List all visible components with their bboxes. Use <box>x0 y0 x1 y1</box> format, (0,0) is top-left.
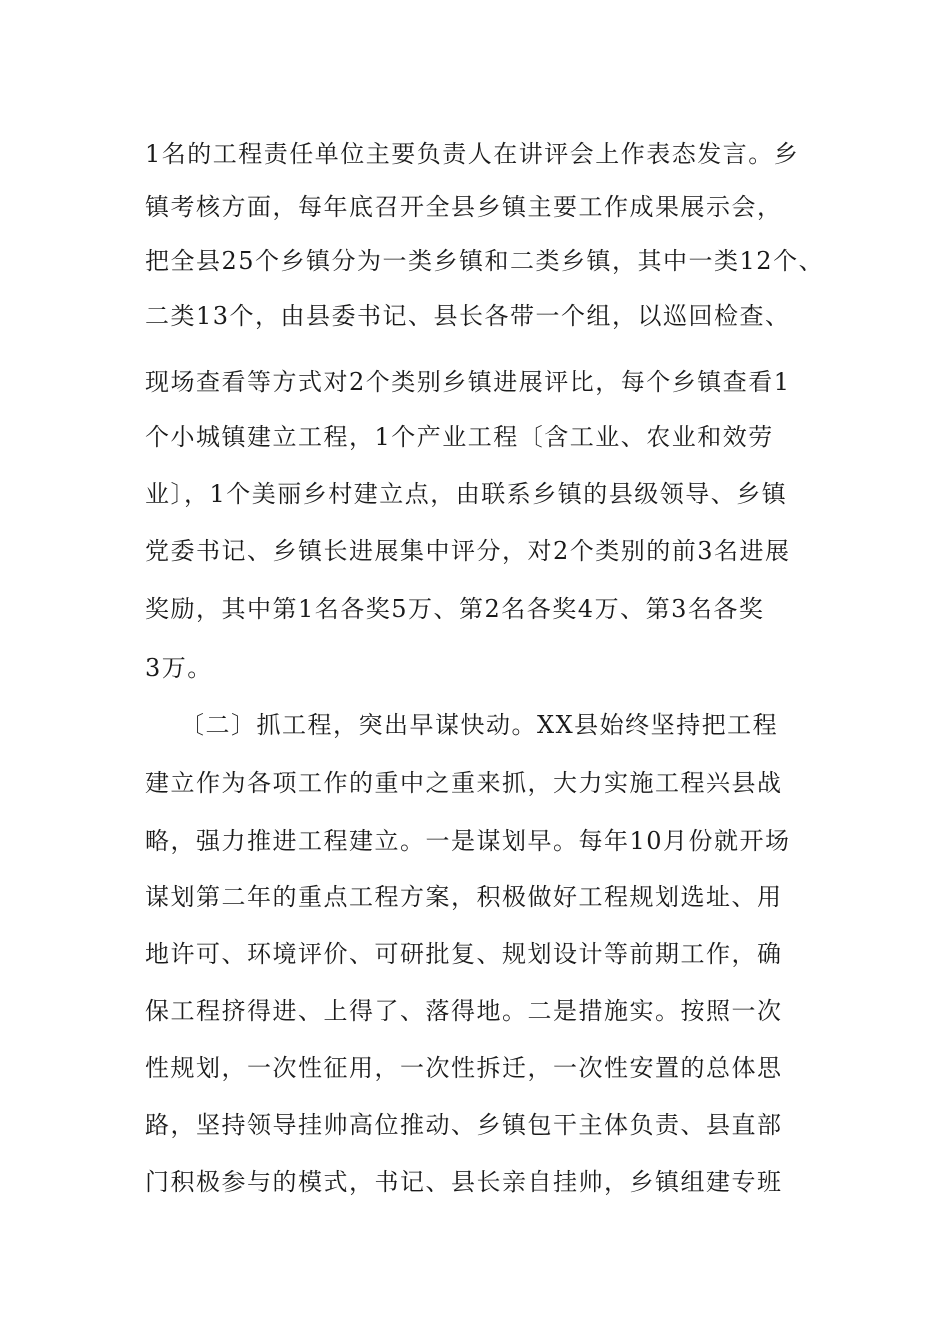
text-line-3: 把全县25个乡镇分为一类乡镇和二类乡镇，其中一类12个、 <box>145 247 825 275</box>
text-line-7: 业〕，1个美丽乡村建立点，由联系乡镇的县级领导、乡镇 <box>145 480 788 508</box>
text-line-12: 建立作为各项工作的重中之重来抓，大力实施工程兴县战 <box>145 769 783 797</box>
text-line-15: 地许可、环境评价、可研批复、规划设计等前期工作，确 <box>145 940 783 968</box>
paragraph-heading-line: 〔二〕抓工程，突出早谋快动。XX县始终坚持把工程 <box>180 711 779 739</box>
text-line-8: 党委书记、乡镇长进展集中评分，对2个类别的前3名进展 <box>145 537 791 565</box>
text-line-6: 个小城镇建立工程，1个产业工程〔含工业、农业和效劳 <box>145 423 774 451</box>
text-line-19: 门积极参与的模式，书记、县长亲自挂帅，乡镇组建专班 <box>145 1168 783 1196</box>
text-line-4: 二类13个，由县委书记、县长各带一个组，以巡回检查、 <box>145 302 791 330</box>
text-line-2: 镇考核方面，每年底召开全县乡镇主要工作成果展示会， <box>145 193 783 221</box>
text-line-17: 性规划，一次性征用，一次性拆迁，一次性安置的总体思 <box>145 1054 783 1082</box>
text-line-16: 保工程挤得进、上得了、落得地。二是措施实。按照一次 <box>145 997 783 1025</box>
text-line-18: 路，坚持领导挂帅高位推动、乡镇包干主体负责、县直部 <box>145 1111 783 1139</box>
text-line-5: 现场查看等方式对2个类别乡镇进展评比，每个乡镇查看1 <box>145 368 791 396</box>
text-line-13: 略，强力推进工程建立。一是谋划早。每年10月份就开场 <box>145 827 791 855</box>
text-line-14: 谋划第二年的重点工程方案，积极做好工程规划选址、用 <box>145 883 783 911</box>
text-line-9: 奖励，其中第1名各奖5万、第2名各奖4万、第3名各奖 <box>145 595 765 623</box>
text-line-1: 1名的工程责任单位主要负责人在讲评会上作表态发言。乡 <box>145 140 800 168</box>
text-line-10: 3万。 <box>145 654 213 682</box>
